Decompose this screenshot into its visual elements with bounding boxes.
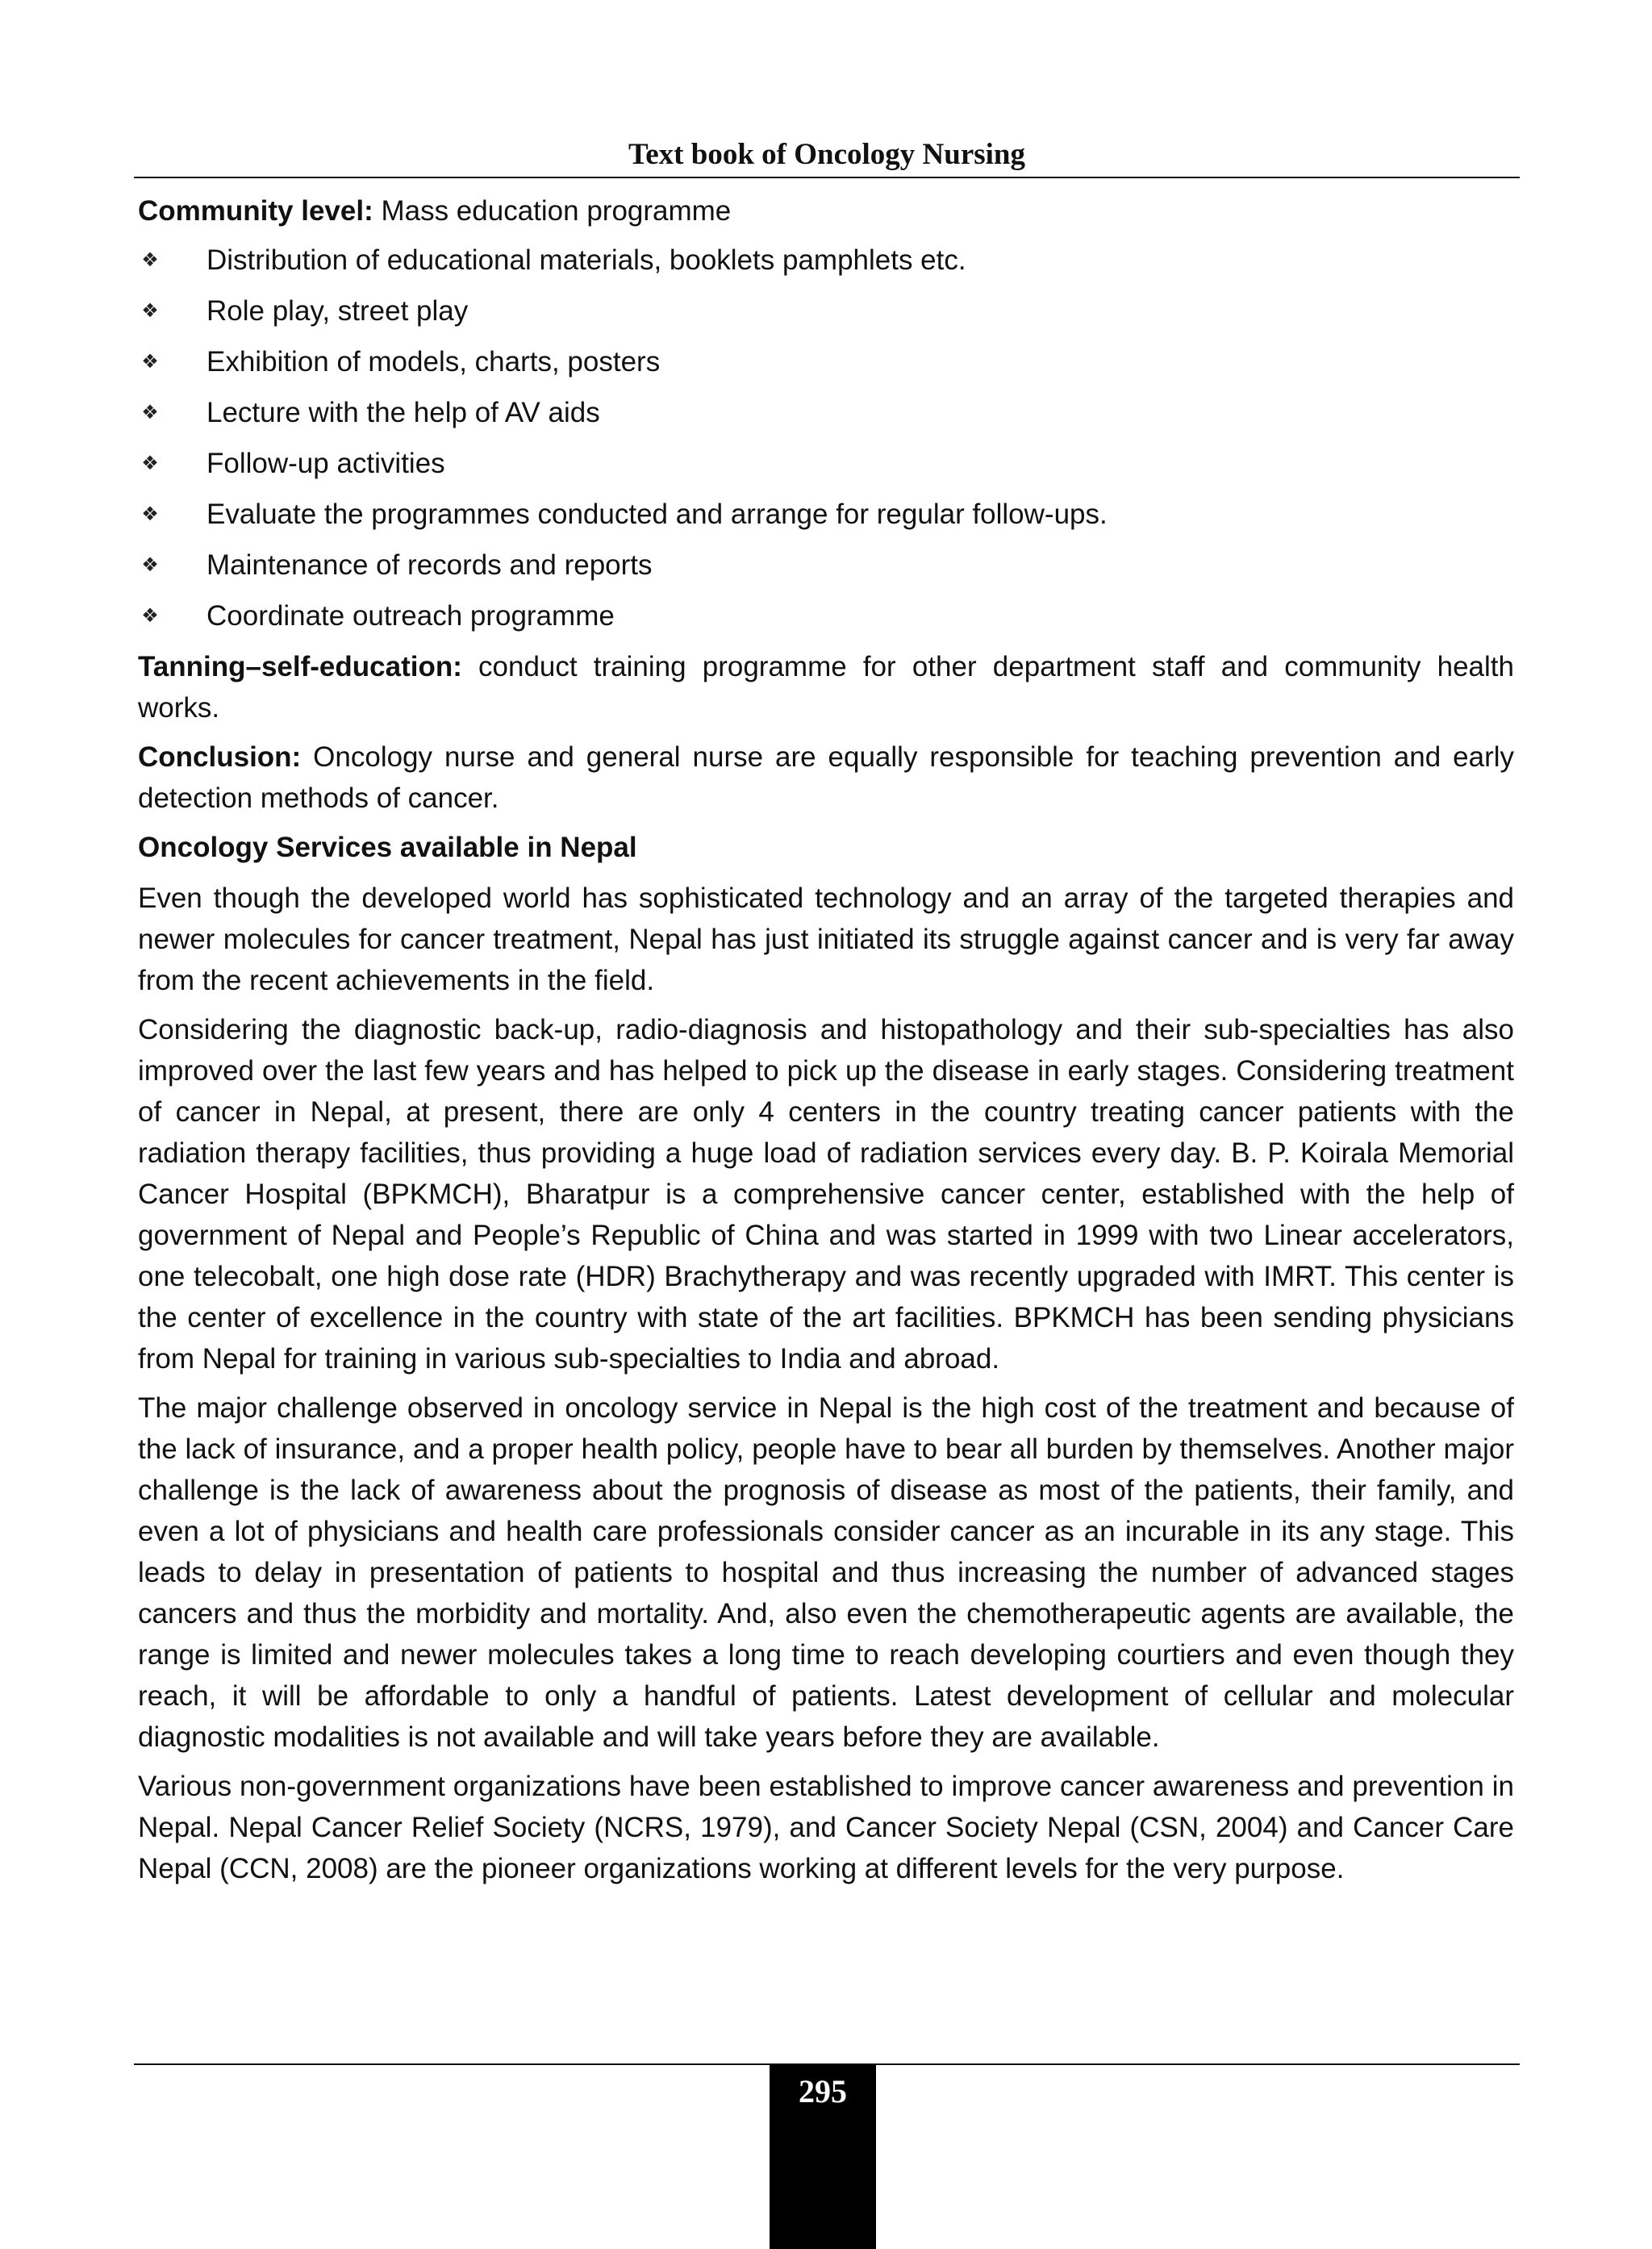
diamond-bullet-icon: ❖ bbox=[141, 402, 159, 424]
training-text: conduct training programme for other department staff and community health works. bbox=[138, 651, 1514, 724]
diamond-bullet-icon: ❖ bbox=[141, 249, 159, 271]
services-paragraph-2: Considering the diagnostic back-up, radio-diagnosis and histopathology and their sub-specialties has also improved over the last few years and has helped to pick up the disease in early stages. Considering treatment of cancer in Nepal, at present, there are only 4 centers in the country treating cancer patients with the radiation therapy facilities, thus providing a huge load of radiation services every day. B. P. Koirala Memorial Cancer Hospital (BPKMCH), Bharatpur is a comprehensive cancer center, established with the help of government of Nepal and People’s Republic of China and was started in 1999 with two Linear accelerators, one telecobalt, one high dose rate (HDR) Brachytherapy and was recently upgraded with IMRT. This center is the center of excellence in the country with state of the art facilities. BPKMCH has been sending physicians from Nepal for training in various sub-specialties to India and abroad. bbox=[138, 1014, 1514, 1375]
list-item: ❖ Distribution of educational materials, booklets pamphlets etc. bbox=[138, 240, 1514, 281]
services-paragraph-3: The major challenge observed in oncology service in Nepal is the high cost of the treatment and because of the lack of insurance, and a proper health policy, people have to bear all burden by themselves. Another major challenge is the lack of awareness about the prognosis of disease as most of the patients, their family, and even a lot of physicians and health care professionals consider cancer as an incurable in its any stage. This leads to delay in presentation of patients to hospital and thus increasing the number of advanced stages cancers and thus the morbidity and mortality. And, also even the chemotherapeutic agents are available, the range is limited and newer molecules takes a long time to reach developing courtiers and even though they reach, it will be affordable to only a handful of patients. Latest development of cellular and molecular diagnostic modalities is not available and will take years before they are available. bbox=[138, 1392, 1514, 1753]
community-level-text: Mass education programme bbox=[373, 195, 732, 227]
diamond-bullet-icon: ❖ bbox=[141, 554, 159, 576]
diamond-bullet-icon: ❖ bbox=[141, 300, 159, 322]
conclusion-paragraph bbox=[138, 736, 1514, 819]
diamond-bullet-icon: ❖ bbox=[141, 605, 159, 627]
list-item: ❖ Evaluate the programmes conducted and arrange for regular follow-ups. bbox=[138, 494, 1514, 535]
list-item: ❖ Exhibition of models, charts, posters bbox=[138, 341, 1514, 382]
training-label: Tanning–self-education: bbox=[138, 651, 462, 682]
diamond-bullet-icon: ❖ bbox=[141, 503, 159, 525]
page-body bbox=[138, 190, 1514, 1897]
page-number-tab bbox=[770, 2064, 876, 2249]
community-bullet-list bbox=[138, 240, 1514, 636]
list-item: ❖ Lecture with the help of AV aids bbox=[138, 392, 1514, 433]
running-header: Text book of Oncology Nursing bbox=[628, 138, 1026, 171]
list-item: ❖ Coordinate outreach programme bbox=[138, 595, 1514, 636]
section-heading: Oncology Services available in Nepal bbox=[138, 832, 637, 863]
services-paragraph-1: Even though the developed world has sophisticated technology and an array of the targeted therapies and newer molecules for cancer treatment, Nepal has just initiated its struggle against cancer and is very far away from the recent achievements in the field. bbox=[138, 882, 1514, 996]
list-item: ❖ Role play, street play bbox=[138, 290, 1514, 332]
header-rule bbox=[134, 177, 1520, 178]
list-item: ❖ Follow-up activities bbox=[138, 443, 1514, 484]
training-paragraph bbox=[138, 646, 1514, 728]
page-number: 295 bbox=[799, 2073, 847, 2109]
diamond-bullet-icon: ❖ bbox=[141, 351, 159, 373]
services-paragraph-4: Various non-government organizations have been established to improve cancer awareness and prevention in Nepal. Nepal Cancer Relief Society (NCRS, 1979), and Cancer Society Nepal (CSN, 2004) and Cancer Care Nepal (CCN, 2008) are the pioneer organizations working at different levels for the very purpose. bbox=[138, 1771, 1514, 1884]
conclusion-text: Oncology nurse and general nurse are equally responsible for teaching prevention and early detection methods of cancer. bbox=[138, 741, 1514, 814]
community-level-paragraph bbox=[138, 190, 1514, 232]
diamond-bullet-icon: ❖ bbox=[141, 453, 159, 474]
list-item: ❖ Maintenance of records and reports bbox=[138, 545, 1514, 586]
conclusion-label: Conclusion: bbox=[138, 741, 302, 773]
community-level-label: Community level: bbox=[138, 195, 373, 227]
